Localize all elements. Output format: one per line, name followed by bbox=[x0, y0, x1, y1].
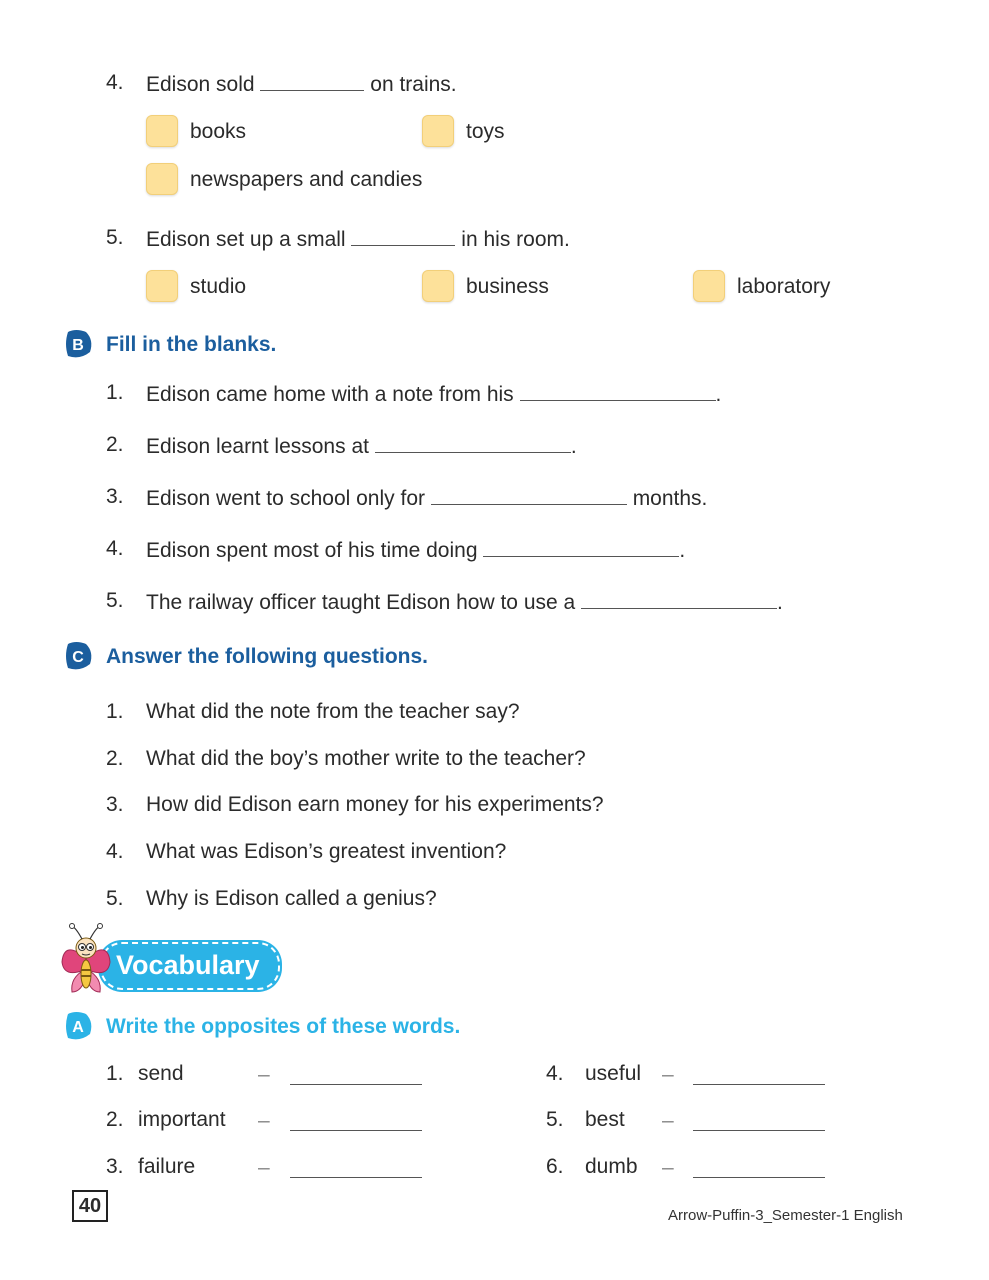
fill-item-text: Edison learnt lessons at bbox=[146, 435, 369, 458]
option-label: books bbox=[190, 120, 247, 143]
option-checkbox[interactable] bbox=[693, 270, 725, 302]
option-checkbox[interactable] bbox=[422, 115, 454, 147]
fill-item-end: months. bbox=[632, 487, 708, 510]
question-text-after: in his room. bbox=[461, 228, 570, 251]
fill-item-end: . bbox=[715, 383, 722, 406]
option-label: studio bbox=[190, 275, 247, 298]
page-number: 40 bbox=[72, 1190, 108, 1222]
question-text-after: on trains. bbox=[370, 73, 457, 96]
vocabulary-title: Vocabulary bbox=[116, 950, 260, 980]
item-number: 2. bbox=[106, 433, 124, 456]
word-dash: – bbox=[258, 1109, 270, 1132]
fill-item bbox=[146, 486, 707, 509]
option-label: business bbox=[466, 275, 549, 298]
option-label: newspapers and candies bbox=[190, 168, 423, 191]
badge-letter: C bbox=[72, 649, 84, 666]
section-heading: Answer the following questions. bbox=[106, 645, 429, 668]
question-number: 5. bbox=[106, 226, 124, 249]
answer-blank[interactable] bbox=[290, 1112, 422, 1131]
word-label: useful bbox=[585, 1062, 642, 1085]
question-text: How did Edison earn money for his experiments? bbox=[146, 793, 604, 816]
word-dash: – bbox=[258, 1063, 270, 1086]
word-number: 3. bbox=[106, 1155, 124, 1178]
section-badge bbox=[62, 640, 94, 672]
fill-item bbox=[146, 382, 721, 405]
word-label: send bbox=[138, 1062, 184, 1085]
question-text bbox=[146, 227, 570, 250]
answer-blank[interactable] bbox=[693, 1159, 825, 1178]
item-number: 4. bbox=[106, 537, 124, 560]
badge-shape-icon bbox=[62, 640, 94, 672]
option-label: toys bbox=[466, 120, 505, 143]
badge-shape-icon bbox=[62, 328, 94, 360]
section-heading: Fill in the blanks. bbox=[106, 333, 277, 356]
vocabulary-banner bbox=[100, 942, 280, 990]
fill-item-text: Edison went to school only for bbox=[146, 487, 425, 510]
answer-blank[interactable] bbox=[693, 1066, 825, 1085]
answer-blank[interactable] bbox=[260, 72, 364, 91]
question-number: 4. bbox=[106, 71, 124, 94]
question-text: What did the note from the teacher say? bbox=[146, 700, 520, 723]
option-checkbox[interactable] bbox=[146, 115, 178, 147]
word-label: best bbox=[585, 1108, 625, 1131]
fill-item-text: Edison spent most of his time doing bbox=[146, 539, 478, 562]
answer-blank[interactable] bbox=[290, 1159, 422, 1178]
answer-blank[interactable] bbox=[520, 382, 716, 401]
word-dash: – bbox=[258, 1156, 270, 1179]
fill-item bbox=[146, 590, 783, 613]
book-title: Arrow-Puffin-3_Semester-1 English bbox=[668, 1207, 903, 1224]
question-text-before: Edison set up a small bbox=[146, 228, 346, 251]
answer-blank[interactable] bbox=[351, 227, 455, 246]
word-number: 6. bbox=[546, 1155, 564, 1178]
question-text-before: Edison sold bbox=[146, 73, 255, 96]
question-text: What was Edison’s greatest invention? bbox=[146, 840, 507, 863]
word-dash: – bbox=[662, 1063, 674, 1086]
question-text: Why is Edison called a genius? bbox=[146, 887, 437, 910]
answer-blank[interactable] bbox=[693, 1112, 825, 1131]
item-number: 3. bbox=[106, 793, 124, 816]
item-number: 5. bbox=[106, 589, 124, 612]
answer-blank[interactable] bbox=[375, 434, 571, 453]
fill-item bbox=[146, 538, 685, 561]
option-checkbox[interactable] bbox=[422, 270, 454, 302]
word-dash: – bbox=[662, 1109, 674, 1132]
item-number: 5. bbox=[106, 887, 124, 910]
option-checkbox[interactable] bbox=[146, 270, 178, 302]
answer-blank[interactable] bbox=[581, 590, 777, 609]
fill-item-end: . bbox=[570, 435, 577, 458]
item-number: 1. bbox=[106, 381, 124, 404]
word-dash: – bbox=[662, 1156, 674, 1179]
question-text: What did the boy’s mother write to the teacher? bbox=[146, 747, 586, 770]
word-number: 2. bbox=[106, 1108, 124, 1131]
section-badge bbox=[62, 1010, 94, 1042]
butterfly-mascot-icon bbox=[56, 918, 116, 998]
word-number: 5. bbox=[546, 1108, 564, 1131]
item-number: 3. bbox=[106, 485, 124, 508]
badge-letter: A bbox=[72, 1019, 84, 1036]
word-label: failure bbox=[138, 1155, 196, 1178]
section-badge bbox=[62, 328, 94, 360]
badge-letter: B bbox=[72, 337, 84, 354]
fill-item-text: Edison came home with a note from his bbox=[146, 383, 514, 406]
section-heading: Write the opposites of these words. bbox=[106, 1015, 461, 1038]
option-checkbox[interactable] bbox=[146, 163, 178, 195]
fill-item-end: . bbox=[777, 591, 783, 614]
option-label: laboratory bbox=[737, 275, 831, 298]
fill-item-end: . bbox=[679, 539, 686, 562]
answer-blank[interactable] bbox=[290, 1066, 422, 1085]
word-label: dumb bbox=[585, 1155, 638, 1178]
answer-blank[interactable] bbox=[483, 538, 679, 557]
badge-shape-icon bbox=[62, 1010, 94, 1042]
item-number: 1. bbox=[106, 700, 124, 723]
item-number: 2. bbox=[106, 747, 124, 770]
word-number: 1. bbox=[106, 1062, 124, 1085]
item-number: 4. bbox=[106, 840, 124, 863]
question-text bbox=[146, 72, 457, 95]
fill-item bbox=[146, 434, 577, 457]
answer-blank[interactable] bbox=[431, 486, 627, 505]
fill-item-text: The railway officer taught Edison how to use a bbox=[146, 591, 576, 614]
word-label: important bbox=[138, 1108, 226, 1131]
word-number: 4. bbox=[546, 1062, 564, 1085]
